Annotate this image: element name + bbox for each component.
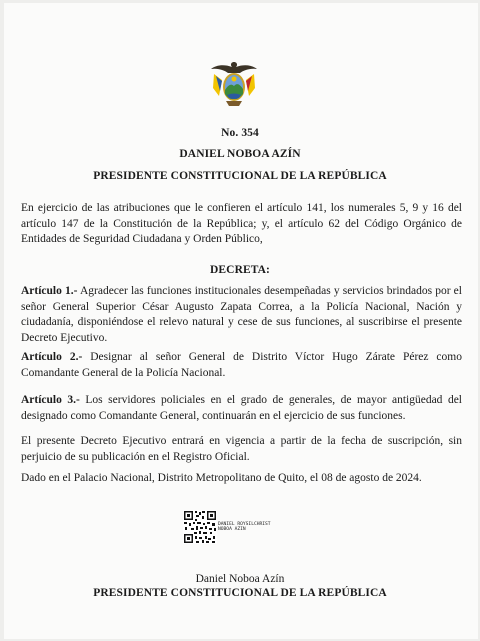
article-3-text: Los servidores policiales en el grado de generales, de mayor antigüedad del designado como Comandante General, continuarán en el ejercicio de sus funciones. (21, 394, 462, 422)
dated-line: Dado en el Palacio Nacional, Distrito Metropolitano de Quito, el 08 de agosto de 2024. (21, 472, 422, 484)
signer-name: Daniel Noboa Azín (195, 573, 285, 585)
qr-code-icon (183, 510, 217, 544)
article-1-text: Agradecer las funciones institucionales desempeñadas y servicios brindados por el señor General Superior César Augusto Zapata Correa, a la Policía Nacional, Nación y ciudadanía, disponiéndose el relevo natural y cese de sus funciones, al suscribirse el presente Decreto Ejecutivo. (21, 285, 462, 345)
article-1 (21, 284, 462, 347)
coat-of-arms-icon (208, 58, 260, 110)
article-2-label: Artículo 2.- (21, 351, 83, 363)
e-signature-line1: DANIEL ROYSILCHRIST (218, 522, 271, 527)
article-3-label: Artículo 3.- (21, 394, 80, 406)
decreta-heading: DECRETA: (209, 264, 270, 276)
preamble: En ejercicio de las atribuciones que le confieren el artículo 141, los numerales 5, 9 y 16 del artículo 147 de la Constitución de la República; y, el artículo 62 del Código Orgánico de Entidades de Seguridad Ciudadana y Orden Público, (21, 202, 462, 246)
article-3 (21, 393, 462, 424)
decree-number: No. 354 (221, 127, 259, 139)
issuer-title: PRESIDENTE CONSTITUCIONAL DE LA REPÚBLICA (93, 170, 387, 182)
article-2 (21, 350, 462, 381)
signer-title: PRESIDENTE CONSTITUCIONAL DE LA REPÚBLICA (93, 587, 387, 599)
issuer-name: DANIEL NOBOA AZÍN (179, 148, 301, 160)
final-provision: El presente Decreto Ejecutivo entrará en vigencia a partir de la fecha de suscripción, sin perjuicio de su publicación en el Registro Oficial. (21, 435, 462, 463)
article-2-text: Designar al señor General de Distrito Víctor Hugo Zárate Pérez como Comandante General de la Policía Nacional. (21, 351, 462, 379)
e-signature-text (218, 522, 271, 533)
e-signature-line2: NOBOA AZIN (218, 527, 246, 533)
article-1-label: Artículo 1.- (21, 285, 78, 297)
